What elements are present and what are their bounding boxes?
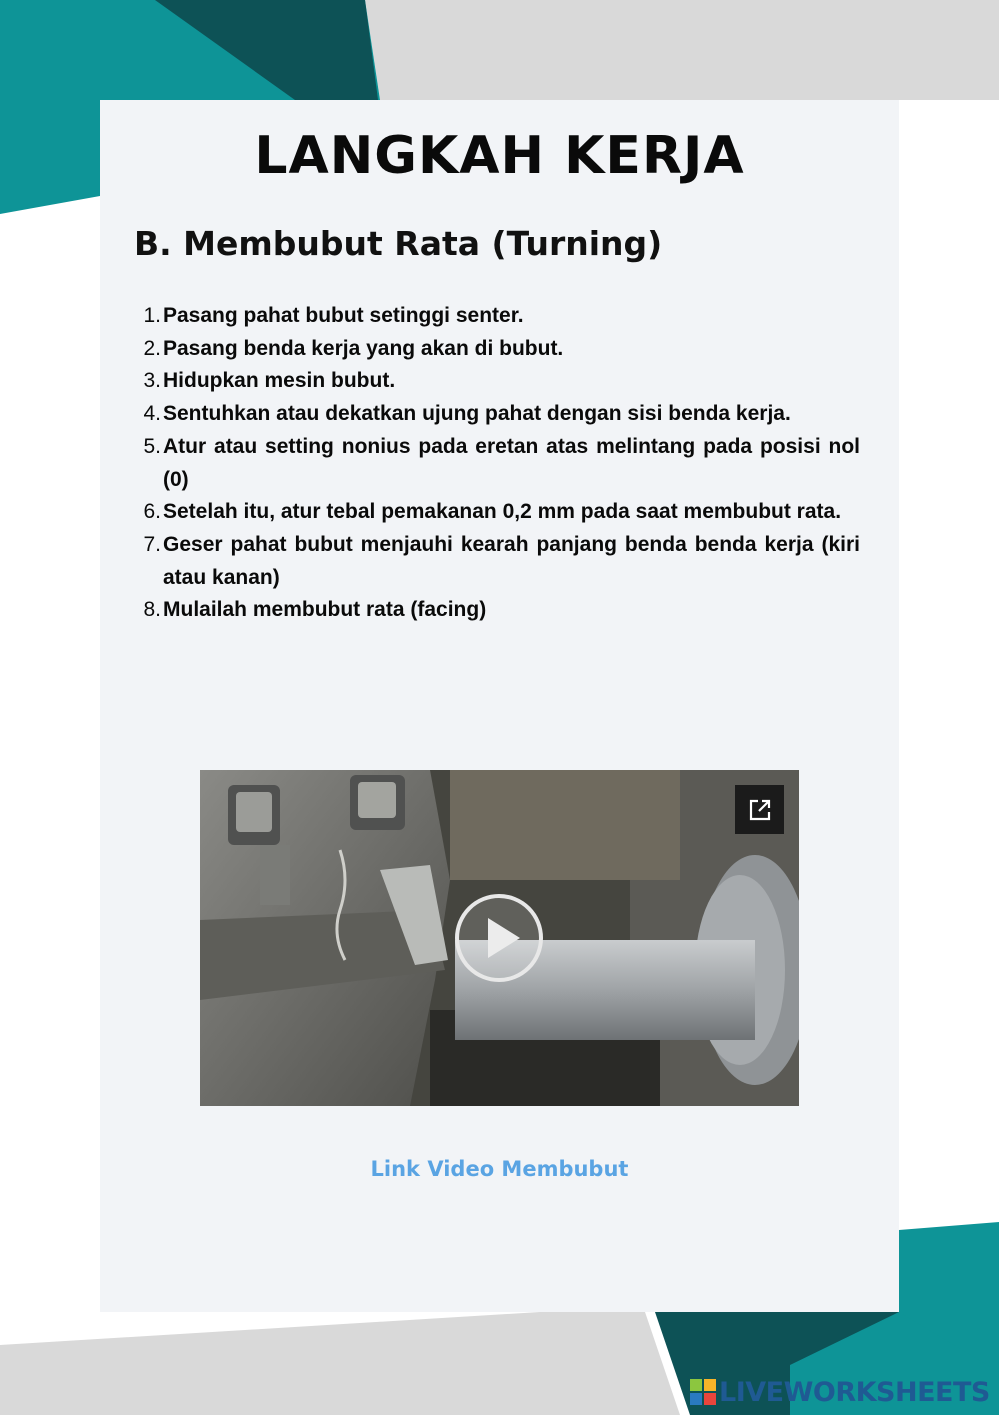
- step-number: 7.: [143, 532, 161, 556]
- step-number: 1.: [143, 304, 161, 327]
- steps-list: [134, 300, 860, 627]
- list-item: [134, 496, 860, 529]
- video-link[interactable]: Link Video Membubut: [370, 1157, 629, 1181]
- step-number: 4.: [143, 402, 161, 426]
- brand-name: LIVEWORKSHEETS: [719, 1376, 990, 1408]
- list-item: [134, 398, 860, 431]
- step-number: 8.: [143, 598, 161, 622]
- worksheet-card: [100, 100, 899, 1312]
- step-text: Mulailah membubut rata (facing): [163, 598, 487, 622]
- page-title: LANGKAH KERJA: [254, 126, 745, 186]
- list-item: [134, 365, 860, 398]
- step-number: 2.: [143, 336, 161, 360]
- list-item: [134, 431, 860, 496]
- step-number: 6.: [143, 500, 161, 524]
- play-icon[interactable]: [454, 893, 544, 983]
- step-text: Pasang pahat bubut setinggi senter.: [163, 304, 524, 327]
- step-number: 3.: [143, 369, 161, 393]
- list-item: [134, 594, 860, 627]
- open-external-button[interactable]: [735, 785, 784, 834]
- list-item: [134, 333, 860, 366]
- section-title: B. Membubut Rata (Turning): [134, 224, 663, 263]
- step-text: Sentuhkan atau dekatkan ujung pahat dengan sisi benda kerja.: [163, 402, 791, 426]
- step-text: Pasang benda kerja yang akan di bubut.: [163, 336, 564, 360]
- liveworksheets-brand: [690, 1376, 990, 1408]
- step-text: Geser pahat bubut menjauhi kearah panjang benda benda kerja (kiri atau kanan): [163, 532, 860, 589]
- list-item: [134, 529, 860, 594]
- step-text: Setelah itu, atur tebal pemakanan 0,2 mm pada saat membubut rata.: [163, 500, 842, 524]
- list-item: [134, 300, 860, 333]
- video-player[interactable]: [200, 770, 799, 1106]
- step-text: Atur atau setting nonius pada eretan atas melintang pada posisi nol (0): [163, 434, 860, 491]
- step-text: Hidupkan mesin bubut.: [163, 369, 396, 393]
- step-number: 5.: [143, 434, 161, 458]
- external-link-icon: [748, 798, 772, 822]
- liveworksheets-logo-icon: [690, 1379, 716, 1405]
